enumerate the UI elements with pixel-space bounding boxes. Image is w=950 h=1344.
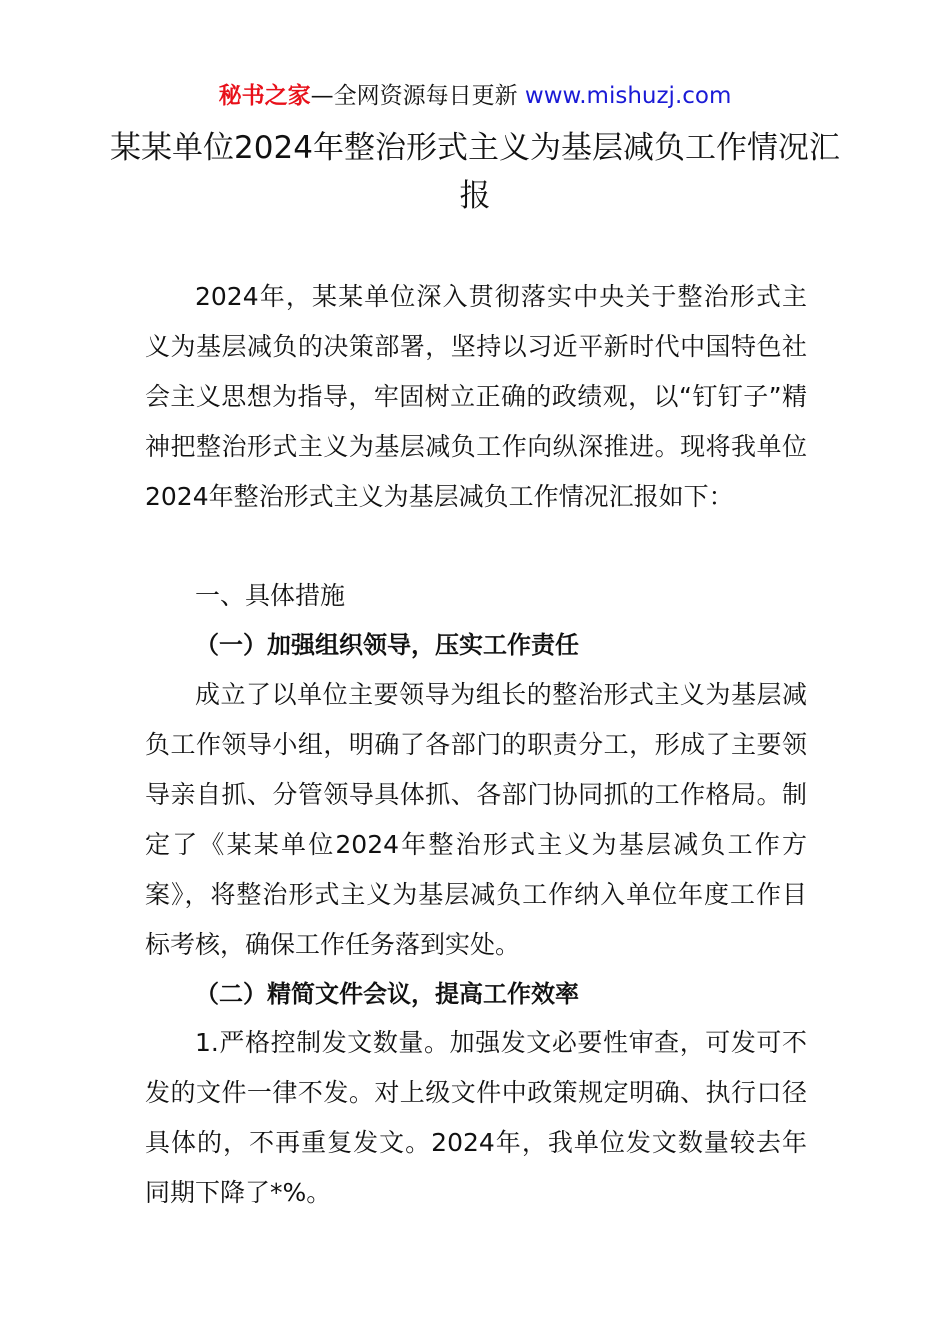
site-url-link[interactable]: www.mishuzj.com	[524, 83, 732, 109]
section-heading-measures: 一、具体措施	[195, 581, 346, 610]
subsection-heading-1: （一）加强组织领导，压实工作责任	[195, 631, 579, 659]
subsection-1-paragraph: 成立了以单位主要领导为组长的整治形式主义为基层减负工作领导小组，明确了各部门的职责分工，形成了主要领导亲自抓、分管领导具体抓、各部门协同抓的工作格局。制定了《某某单位2024年整治形式主义为基层减负工作方案》，将整治形式主义为基层减负工作纳入单位年度工作目标考核，确保工作任务落到实处。	[145, 680, 807, 959]
subsection-2-item-1: 1.严格控制发文数量。加强发文必要性审查，可发可不发的文件一律不发。对上级文件中政策规定明确、执行口径具体的，不再重复发文。2024年，我单位发文数量较去年同期下降了*%。	[145, 1028, 807, 1207]
subsection-heading-2: （二）精简文件会议，提高工作效率	[195, 980, 579, 1008]
document-title: 某某单位2024年整治形式主义为基层减负工作情况汇报	[110, 130, 840, 214]
site-banner	[0, 80, 950, 112]
banner-tagline: —全网资源每日更新	[310, 83, 525, 109]
brand-name: 秘书之家	[218, 83, 311, 109]
intro-paragraph: 2024年，某某单位深入贯彻落实中央关于整治形式主义为基层减负的决策部署，坚持以习近平新时代中国特色社会主义思想为指导，牢固树立正确的政绩观，以“钉钉子”精神把整治形式主义为基层减负工作向纵深推进。现将我单位2024年整治形式主义为基层减负工作情况汇报如下：	[145, 282, 807, 511]
